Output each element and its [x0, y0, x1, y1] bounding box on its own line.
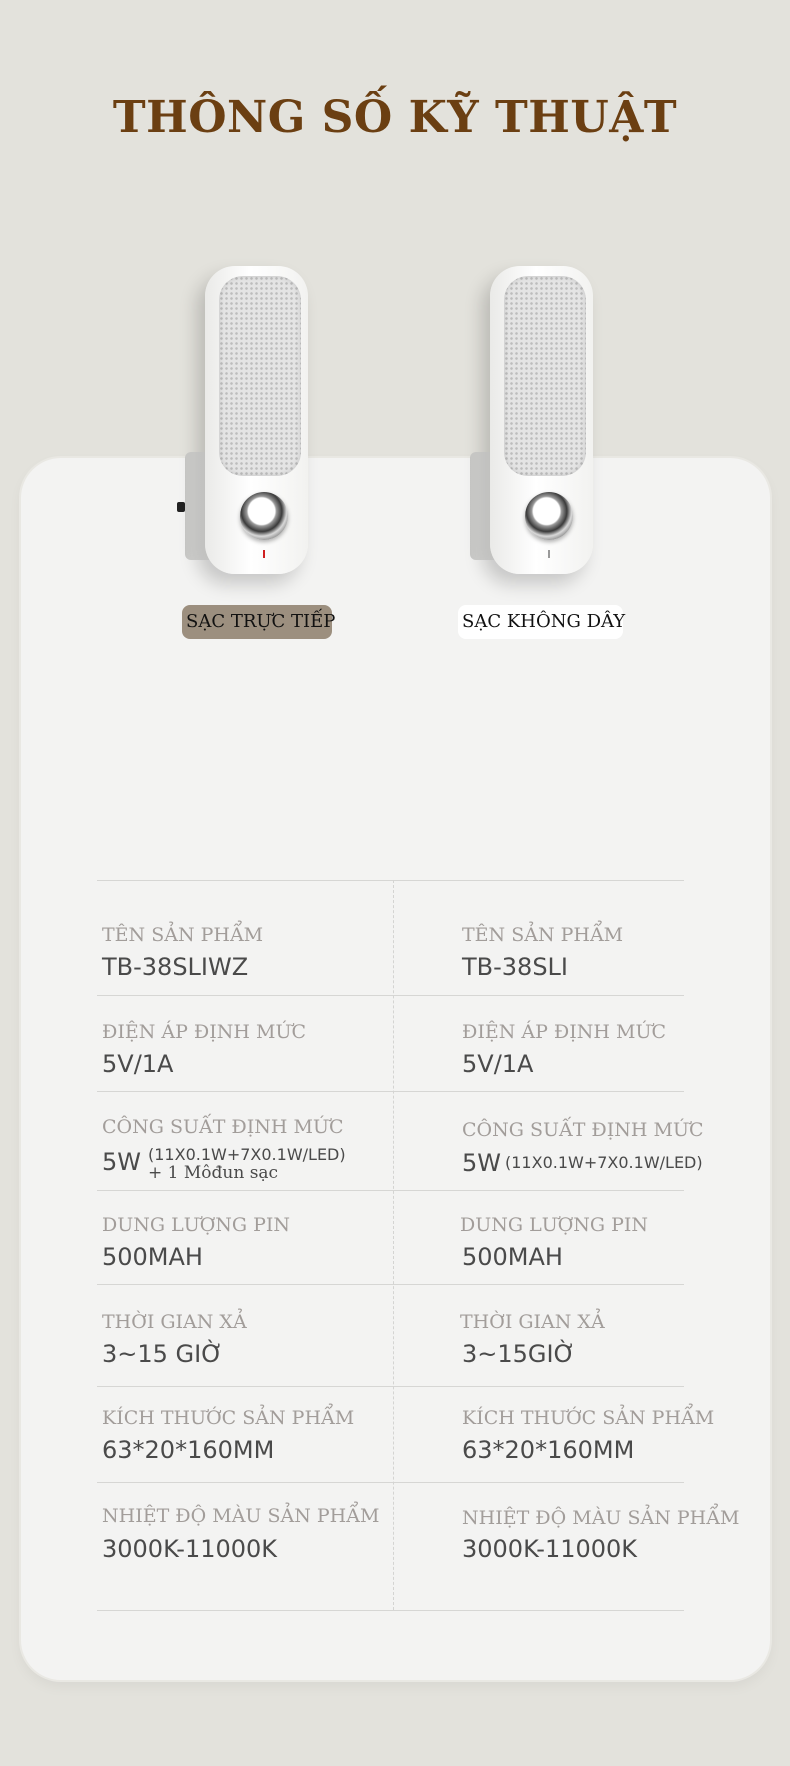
product-image-direct-charge	[175, 266, 315, 586]
variant-tag-wireless[interactable]: SẠC KHÔNG DÂY	[458, 605, 623, 639]
light-mesh-panel	[219, 276, 301, 476]
spec-label-power: CÔNG SUẤT ĐỊNH MỨC	[102, 1116, 344, 1138]
product-image-wireless-charge	[460, 266, 600, 586]
spec-value-name: TB-38SLI	[462, 953, 569, 981]
spec-value-battery: 500MAH	[462, 1243, 563, 1271]
spec-label-name: TÊN SẢN PHẨM	[462, 924, 624, 946]
spec-value-name: TB-38SLIWZ	[102, 953, 249, 981]
table-top-divider	[97, 880, 684, 881]
spec-label-discharge: THỜI GIAN XẢ	[102, 1311, 247, 1333]
spec-value-size: 63*20*160MM	[462, 1436, 635, 1464]
device-body	[205, 266, 308, 574]
spec-label-battery: DUNG LƯỢNG PIN	[460, 1214, 649, 1236]
spec-value-color-temp: 3000K-11000K	[102, 1535, 278, 1563]
spec-label-battery: DUNG LƯỢNG PIN	[102, 1214, 291, 1236]
spec-label-discharge: THỜI GIAN XẢ	[460, 1311, 605, 1333]
row-divider	[97, 1482, 684, 1483]
column-divider	[393, 880, 394, 1610]
spec-value-power: 5W	[102, 1148, 141, 1176]
cable-plug	[177, 502, 185, 512]
spec-label-color-temp: NHIỆT ĐỘ MÀU SẢN PHẨM	[462, 1507, 740, 1529]
spec-label-color-temp: NHIỆT ĐỘ MÀU SẢN PHẨM	[102, 1505, 380, 1527]
spec-label-voltage: ĐIỆN ÁP ĐỊNH MỨC	[102, 1021, 306, 1043]
spec-value-size: 63*20*160MM	[102, 1436, 275, 1464]
indicator-led	[263, 550, 265, 558]
row-divider	[97, 995, 684, 996]
row-divider	[97, 1190, 684, 1191]
spec-note-power-module: + 1 Môđun sạc	[148, 1163, 279, 1183]
spec-value-power: 5W	[462, 1149, 501, 1177]
spec-value-voltage: 5V/1A	[462, 1050, 534, 1078]
spec-note-power: (11X0.1W+7X0.1W/LED)	[505, 1153, 703, 1172]
row-divider	[97, 1091, 684, 1092]
spec-label-name: TÊN SẢN PHẨM	[102, 924, 264, 946]
indicator-led	[548, 550, 550, 558]
page-title: THÔNG SỐ KỸ THUẬT	[112, 92, 678, 143]
spec-label-size: KÍCH THƯỚC SẢN PHẨM	[462, 1407, 715, 1429]
table-bottom-divider	[97, 1610, 684, 1611]
spec-label-size: KÍCH THƯỚC SẢN PHẨM	[102, 1407, 355, 1429]
spec-value-discharge: 3~15 GIỜ	[102, 1340, 224, 1368]
row-divider	[97, 1386, 684, 1387]
spec-label-power: CÔNG SUẤT ĐỊNH MỨC	[462, 1119, 704, 1141]
spec-label-voltage: ĐIỆN ÁP ĐỊNH MỨC	[462, 1021, 666, 1043]
spec-value-discharge: 3~15GIỜ	[462, 1340, 576, 1368]
control-knob	[240, 492, 288, 540]
spec-value-voltage: 5V/1A	[102, 1050, 174, 1078]
spec-value-color-temp: 3000K-11000K	[462, 1535, 638, 1563]
control-knob	[525, 492, 573, 540]
spec-value-battery: 500MAH	[102, 1243, 203, 1271]
device-body	[490, 266, 593, 574]
row-divider	[97, 1284, 684, 1285]
spec-note-power: (11X0.1W+7X0.1W/LED)	[148, 1145, 346, 1164]
light-mesh-panel	[504, 276, 586, 476]
variant-tag-direct[interactable]: SẠC TRỰC TIẾP	[182, 605, 332, 639]
